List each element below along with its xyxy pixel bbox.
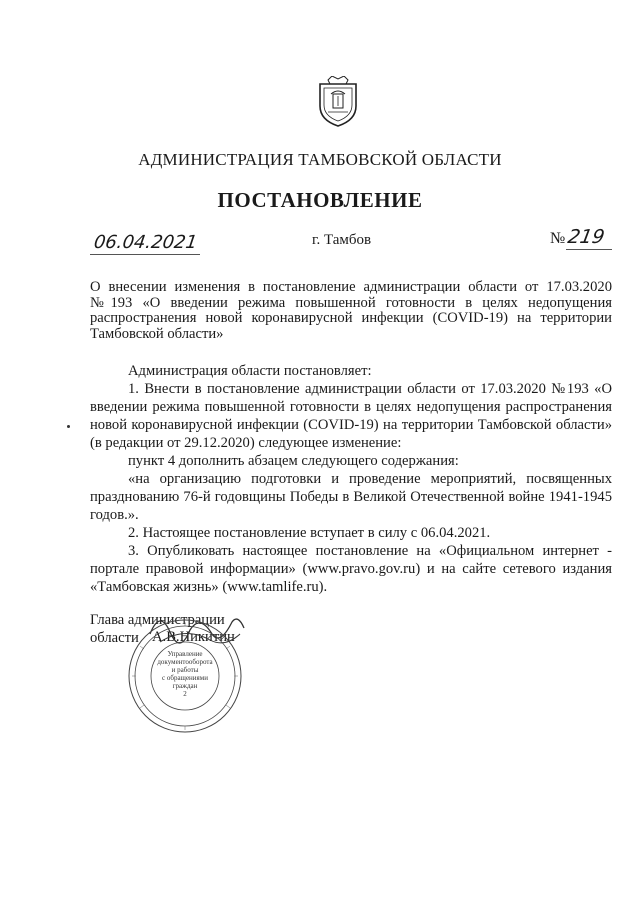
body-paragraph: 2. Настоящее постановление вступает в силу с 06.04.2021. <box>128 525 491 541</box>
document-number: 219 <box>566 226 607 248</box>
stamp-center-line: граждан <box>172 682 198 690</box>
document-type-title: ПОСТАНОВЛЕНИЕ <box>217 188 423 212</box>
official-stamp <box>120 616 250 736</box>
organization-title: АДМИНИСТРАЦИЯ ТАМБОВСКОЙ ОБЛАСТИ <box>138 150 502 169</box>
margin-mark <box>67 425 70 428</box>
stamp-center-line: с обращениями <box>162 674 208 682</box>
signatory-name: А.В.Никитин <box>152 629 235 645</box>
body-paragraph: Администрация области постановляет: <box>128 363 372 379</box>
signatory-position-line1: Глава администрации <box>90 612 225 628</box>
body-paragraph: 3. Опубликовать настоящее постановление на «Официальном интернет - портале правовой информации» (www.pravo.gov.ru) и на сайте сетевого издания «Тамбовская жизнь» (www.tamlife.ru). <box>90 543 612 595</box>
body-paragraph: 1. Внести в постановление администрации области от 17.03.2020 №193 «О введении режима повышенной готовности в целях недопущения распространения новой коронавирусной инфекции (COVID-19) на территории Тамбовской области» (в редакции от 29.12.2020) следующее изменение: <box>90 381 612 451</box>
body-paragraph: «на организацию подготовки и проведение мероприятий, посвященных празднованию 76-й годовщины Победы в Великой Отечественной войне 1941-1945 годов.». <box>90 471 612 523</box>
number-underline <box>566 249 612 250</box>
stamp-center-line: документооборота <box>157 658 213 666</box>
stamp-center-line: Управление <box>167 650 203 658</box>
stamp-center-line: 2 <box>183 690 187 698</box>
date-underline <box>90 254 200 255</box>
document-number-label: № <box>550 230 566 247</box>
coat-of-arms-icon <box>316 76 360 128</box>
document-city: г. Тамбов <box>312 232 372 248</box>
document-subject: О внесении изменения в постановление администрации области от 17.03.2020 №193 «О введении режима повышенной готовности в целях недопущения распространения новой коронавирусной инфекции (COVID-19) на территории Тамбовской области» <box>90 279 612 342</box>
document-date: 06.04.2021 <box>92 232 199 253</box>
stamp-center-line: и работы <box>171 666 199 674</box>
document-body <box>90 362 612 596</box>
signatory-position-line2: области <box>90 630 139 646</box>
body-paragraph: пункт 4 дополнить абзацем следующего содержания: <box>128 453 459 469</box>
